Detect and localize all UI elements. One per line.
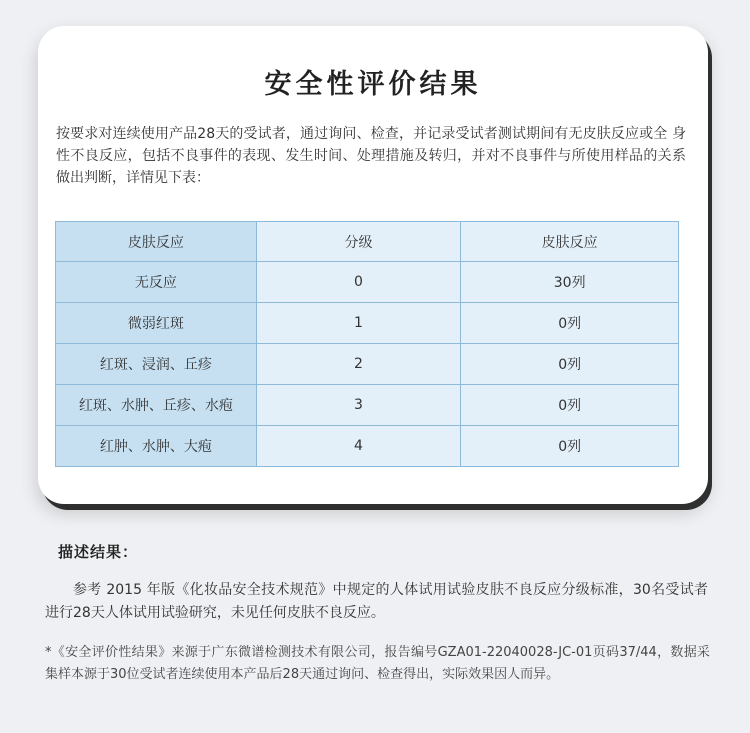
- source-footnote: *《安全评价性结果》来源于广东微谱检测技术有限公司，报告编号GZA01-22040028-JC-01页码37/44，数据采集样本源于30位受试者连续使用本产品后28天通过询问、检查得出，实际效果因人而异。: [45, 645, 710, 682]
- table-row: [56, 344, 679, 385]
- table-cell: 4: [256, 426, 461, 467]
- table-cell: 2: [256, 344, 461, 385]
- table-row: [56, 426, 679, 467]
- table-header-cell: 皮肤反应: [461, 222, 679, 262]
- card-title: 安全性评价结果: [264, 69, 482, 100]
- table-cell: 无反应: [56, 262, 257, 303]
- table-cell: 0列: [461, 426, 679, 467]
- table-cell: 红斑、浸润、丘疹: [56, 344, 257, 385]
- table-cell: 0列: [461, 344, 679, 385]
- table-header-cell: 皮肤反应: [56, 222, 257, 262]
- table-cell: 0: [256, 262, 461, 303]
- table-cell: 0列: [461, 385, 679, 426]
- table-cell: 0列: [461, 303, 679, 344]
- table-row: [56, 385, 679, 426]
- table-row: [56, 262, 679, 303]
- table-cell: 红肿、水肿、大疱: [56, 426, 257, 467]
- card-intro: 按要求对连续使用产品28天的受试者，通过询问、检查，并记录受试者测试期间有无皮肤反应或全 身性不良反应，包括不良事件的表现、发生时间、处理措施及转归，并对不良事件与所使用样品的关系 做出判断，详情见下表：: [56, 126, 686, 186]
- table-row: [56, 303, 679, 344]
- table-header-row: [56, 222, 679, 262]
- result-card: [38, 26, 708, 504]
- description-heading: 描述结果：: [58, 543, 139, 561]
- table-cell: 红斑、水肿、丘疹、水疱: [56, 385, 257, 426]
- table-cell: 微弱红斑: [56, 303, 257, 344]
- table-cell: 30列: [461, 262, 679, 303]
- table-cell: 1: [256, 303, 461, 344]
- table-cell: 3: [256, 385, 461, 426]
- result-table: [55, 221, 679, 467]
- table-header-cell: 分级: [256, 222, 461, 262]
- description-text: 参考 2015 年版《化妆品安全技术规范》中规定的人体试用试验皮肤不良反应分级标准，30名受试者进行28天人体试用试验研究，未见任何皮肤不良反应。: [45, 582, 708, 621]
